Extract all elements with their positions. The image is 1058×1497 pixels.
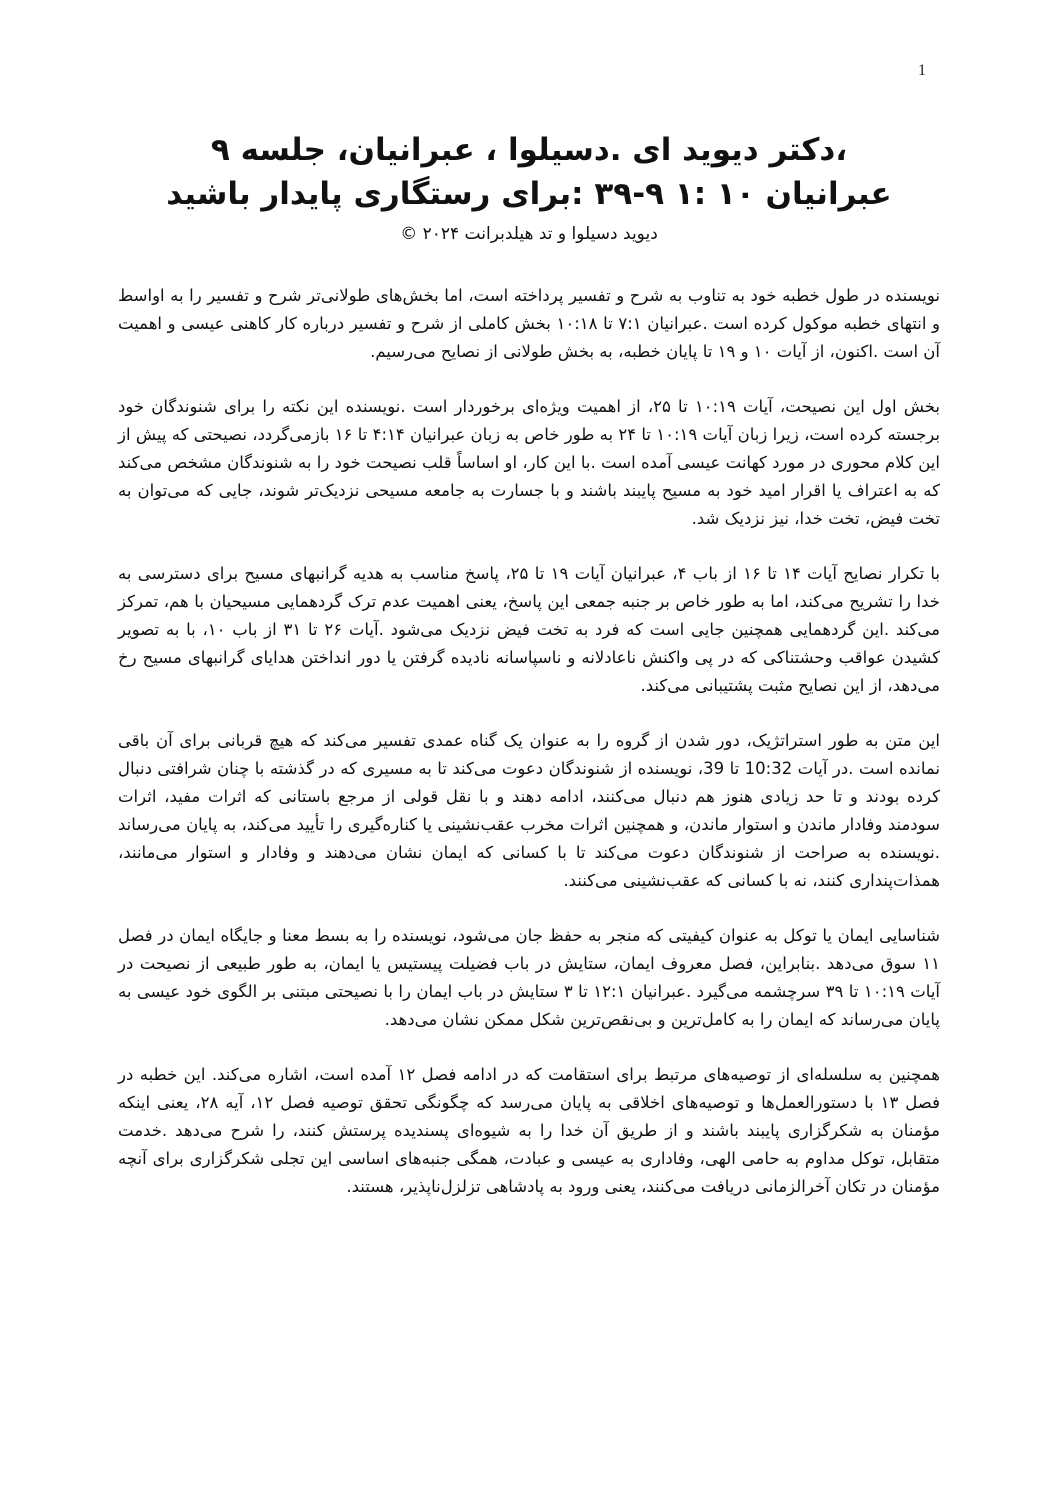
paragraph: بخش اول این نصیحت، آیات ۱۰:۱۹ تا ۲۵، از اهمیت ویژه‌ای برخوردار است .نویسنده این نکته را برای شنوندگان خود برجسته کرده است، زیرا زبان آیات ۱۰:۱۹ تا ۲۴ به طور خاص به زبان عبرانیان ۴:۱۴ تا ۱۶ بازمی‌گردد، نصیحتی که پیش از این کلام محوری در مورد کهانت عیسی آمده است .با این کار، او اساساً قلب نصیحت خود را به شنوندگان مشخص می‌کند که به اعتراف یا اقرار امید خود به مسیح پایبند باشند و با جسارت به جامعه مسیحی نزدیک‌تر شوند، جایی که می‌توان به تخت فیض، تخت خدا، نیز نزدیک شد. [118, 397, 941, 528]
paragraph: شناسایی ایمان یا توکل به عنوان کیفیتی که منجر به حفظ جان می‌شود، نویسنده را به بسط معنا و جایگاه ایمان در فصل ۱۱ سوق می‌دهد .بنابراین، فصل معروف ایمان، ستایش در باب فضیلت پیستیس یا ایمان، به طور طبیعی از نصیحت در آیات ۱۰:۱۹ تا ۳۹ سرچشمه می‌گیرد .عبرانیان ۱۲:۱ تا ۳ ستایش در باب ایمان را با نصیحتی مبتنی بر الگوی خود عیسی به پایان می‌رساند که ایمان را به کامل‌ترین و بی‌نقص‌ترین شکل ممکن نشان می‌دهد. [118, 926, 941, 1029]
paragraph: همچنین به سلسله‌ای از توصیه‌های مرتبط برای استقامت که در ادامه فصل ۱۲ آمده است، اشاره می‌کند. این خطبه در فصل ۱۳ با دستورالعمل‌ها و توصیه‌های اخلاقی به پایان می‌رسد که چگونگی تحقق توصیه فصل ۱۲، آیه ۲۸، یعنی اینکه مؤمنان به شکرگزاری پایبند باشند و از طریق آن خدا را به شیوه‌ای پسندیده پرستش کنند، را شرح می‌دهد .خدمت متقابل، توکل مداوم به حامی الهی، وفاداری به عیسی و عبادت، همگی جنبه‌های اساسی این تجلی شکرگزاری برای آنچه مؤمنان در تکان آخرالزمانی دریافت می‌کنند، یعنی ورود به پادشاهی تزلزل‌ناپذیر، هستند. [118, 1065, 941, 1196]
paragraph: این متن به طور استراتژیک، دور شدن از گروه را به عنوان یک گناه عمدی تفسیر می‌کند که هیچ قربانی برای آن باقی نمانده است .در آیات 10:32 تا 39، نویسنده از شنوندگان دعوت می‌کند تا به مسیری که در گذشته با چنان شرافتی دنبال کرده بودند و تا حد زیادی هنوز هم دنبال می‌کنند، ادامه دهند و با نقل قولی از مرجع باستانی که اثرات مفید، اثرات سودمند وفادار ماندن و استوار ماندن، و همچنین اثرات مخرب عقب‌نشینی یا کناره‌گیری را تأیید می‌کند، به پایان می‌رساند .نویسنده به صراحت از شنوندگان دعوت می‌کند تا با کسانی که ایمان نشان می‌دهند و وفادار و استوار می‌مانند، همذات‌پنداری کنند، نه با کسانی که عقب‌نشینی می‌کنند. [118, 731, 940, 890]
document-header [120, 128, 938, 250]
copyright-line: دیوید دسیلوا و تد هیلدبرانت ۲۰۲۴ © [400, 224, 658, 244]
page-number: 1 [918, 62, 926, 79]
document-body [118, 282, 940, 1228]
paragraph: نویسنده در طول خطبه خود به تناوب به شرح و تفسیر پرداخته است، اما بخش‌های طولانی‌تر شرح و تفسیر را به اواسط و انتهای خطبه موکول کرده است .عبرانیان ۷:۱ تا ۱۰:۱۸ بخش کاملی از شرح و تفسیر درباره کار کاهنی عیسی و اهمیت آن است .اکنون، از آیات ۱۰ و ۱۹ تا پایان خطبه، به بخش طولانی از نصایح می‌رسیم. [118, 286, 940, 361]
paragraph: با تکرار نصایح آیات ۱۴ تا ۱۶ از باب ۴، عبرانیان آیات ۱۹ تا ۲۵، پاسخ مناسب به هدیه گرانبهای مسیح برای دسترسی به خدا را تشریح می‌کند، اما به طور خاص بر جنبه جمعی این پاسخ، یعنی اهمیت عدم ترک گردهمایی مسیحیان با هم، تمرکز می‌کند .این گردهمایی همچنین جایی است که فرد به تخت فیض نزدیک می‌شود .آیات ۲۶ تا ۳۱ از باب ۱۰، با به تصویر کشیدن عواقب وحشتناکی که در پی واکنش ناعادلانه و ناسپاسانه نادیده گرفتن یا دور انداختن هدایای گرانبهای مسیح رخ می‌دهد، از این نصایح مثبت پشتیبانی می‌کند. [118, 564, 941, 695]
document-title-line-2: عبرانیان ۱۰ :۱ ۹-۳۹ :برای رستگاری پایدار باشید [166, 176, 892, 212]
document-title-line-1: ،دکتر دیوید ای .دسیلوا ، عبرانیان، جلسه ۹ [210, 132, 848, 168]
